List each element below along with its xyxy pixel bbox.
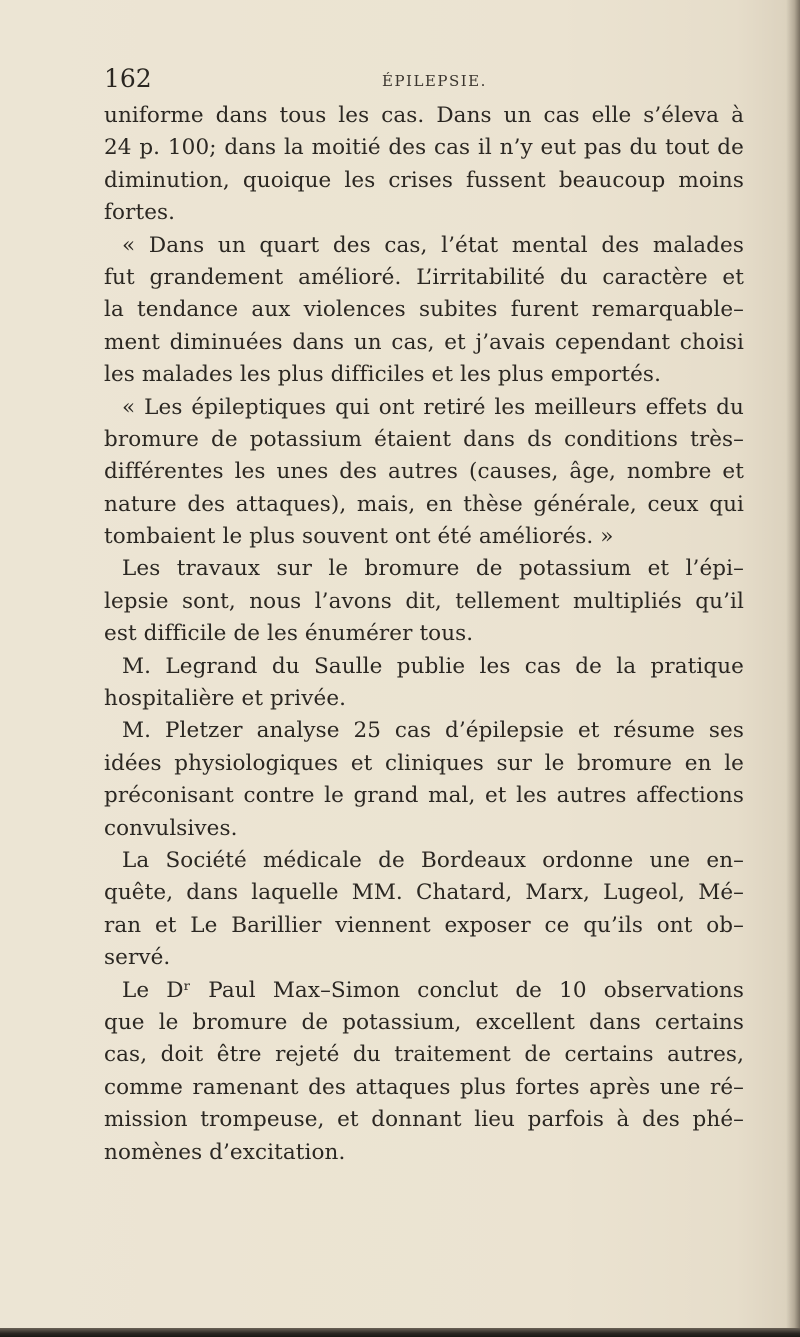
- text-line: différentes les unes des autres (causes, âge, nombre et: [104, 459, 744, 485]
- text-line: tombaient le plus souvent ont été améliorés. »: [104, 524, 614, 550]
- text-line: préconisant contre le grand mal, et les autres affections: [104, 783, 744, 809]
- text-line: cas, doit être rejeté du traitement de certains autres,: [104, 1042, 744, 1068]
- text-line: fut grandement amélioré. L’irritabilité du caractère et: [104, 264, 744, 290]
- text-line: nomènes d’excitation.: [104, 1139, 346, 1165]
- text-line: quête, dans laquelle MM. Chatard, Marx, Lugeol, Mé–: [104, 880, 744, 906]
- text-line: mission trompeuse, et donnant lieu parfois à des phé–: [104, 1107, 744, 1133]
- text-line: idées physiologiques et cliniques sur le bromure en le: [104, 750, 744, 776]
- page-header: [104, 64, 744, 98]
- text-line: servé.: [104, 945, 171, 971]
- text-line: Les travaux sur le bromure de potassium et l’épi–: [122, 556, 744, 582]
- text-line: M. Legrand du Saulle publie les cas de la pratique: [122, 653, 744, 679]
- text-line: la tendance aux violences subites furent remarquable–: [104, 297, 744, 323]
- text-line: ment diminuées dans un cas, et j’avais cependant choisi: [104, 329, 744, 355]
- text-line: Le Dʳ Paul Max–Simon conclut de 10 observations: [122, 977, 744, 1003]
- text-line: uniforme dans tous les cas. Dans un cas elle s’éleva à: [104, 103, 744, 128]
- text-line: diminution, quoique les crises fussent beaucoup moins: [104, 167, 744, 193]
- text-line: fortes.: [104, 200, 176, 226]
- running-head: ÉPILEPSIE.: [382, 72, 487, 90]
- text-line: bromure de potassium étaient dans ds conditions très–: [104, 426, 744, 452]
- body-text: [104, 100, 744, 1169]
- page-edge-shadow: [786, 0, 800, 1337]
- text-line: 24 p. 100; dans la moitié des cas il n’y eut pas du tout de: [104, 135, 744, 161]
- text-line: M. Pletzer analyse 25 cas d’épilepsie et résume ses: [122, 718, 744, 744]
- text-line: est difficile de les énumérer tous.: [104, 621, 474, 647]
- text-line: comme ramenant des attaques plus fortes après une ré–: [104, 1074, 744, 1100]
- text-line: La Société médicale de Bordeaux ordonne une en–: [122, 847, 744, 873]
- text-line: « Dans un quart des cas, l’état mental des malades: [122, 232, 744, 258]
- text-line: hospitalière et privée.: [104, 686, 347, 712]
- text-line: « Les épileptiques qui ont retiré les meilleurs effets du: [122, 394, 744, 420]
- text-line: lepsie sont, nous l’avons dit, tellement multipliés qu’il: [104, 588, 744, 614]
- page-bottom-edge: [0, 1328, 800, 1337]
- page-number: 162: [104, 64, 152, 93]
- text-line: convulsives.: [104, 815, 238, 841]
- text-line: les malades les plus difficiles et les plus emportés.: [104, 362, 662, 388]
- text-line: que le bromure de potassium, excellent dans certains: [104, 1009, 744, 1035]
- text-line: nature des attaques), mais, en thèse générale, ceux qui: [104, 491, 744, 517]
- text-line: ran et Le Barillier viennent exposer ce qu’ils ont ob–: [104, 912, 744, 938]
